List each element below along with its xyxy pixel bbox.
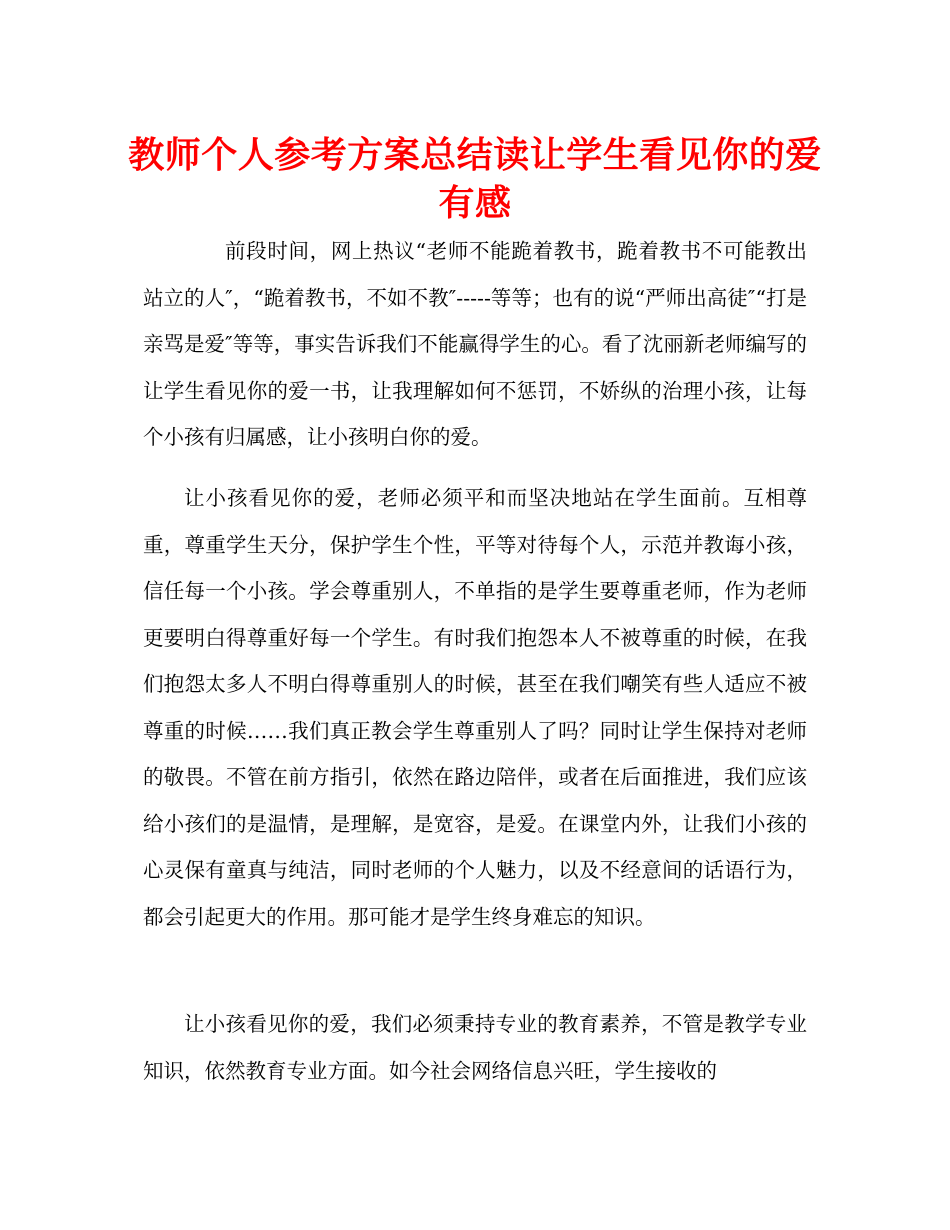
body-paragraph-1: 前段时间，网上热议“老师不能跪着教书，跪着教书不可能教出站立的人″，“跪着教书，不如不教″-----等等；也有的说“严师出高徒″“打是亲骂是爱″等等，事实告诉我们不能赢得学生的心。看了沈丽新老师编写的让学生看见你的爱一书，让我理解如何不惩罚，不娇纵的治理小孩，让每个小孩有归属感，让小孩明白你的爱。 bbox=[143, 239, 807, 449]
body-paragraph-3: 让小孩看见你的爱，我们必须秉持专业的教育素养，不管是教学专业知识，依然教育专业方面。如今社会网络信息兴旺，学生接收的 bbox=[143, 1012, 807, 1083]
document-title: 教师个人参考方案总结读让学生看见你的爱有感 bbox=[128, 135, 822, 224]
body-paragraph-2: 让小孩看见你的爱，老师必须平和而坚决地站在学生面前。互相尊重，尊重学生天分，保护学生个性，平等对待每个人，示范并教诲小孩，信任每一个小孩。学会尊重别人，不单指的是学生要尊重老师，作为老师更要明白得尊重好每一个学生。有时我们抱怨本人不被尊重的时候，在我们抱怨太多人不明白得尊重别人的时候，甚至在我们嘲笑有些人适应不被尊重的时候……我们真正教会学生尊重别人了吗？同时让学生保持对老师的敬畏。不管在前方指引，依然在路边陪伴，或者在后面推进，我们应该给小孩们的是温情，是理解，是宽容，是爱。在课堂内外，让我们小孩的心灵保有童真与纯洁，同时老师的个人魅力，以及不经意间的话语行为，都会引起更大的作用。那可能才是学生终身难忘的知识。 bbox=[143, 486, 807, 929]
